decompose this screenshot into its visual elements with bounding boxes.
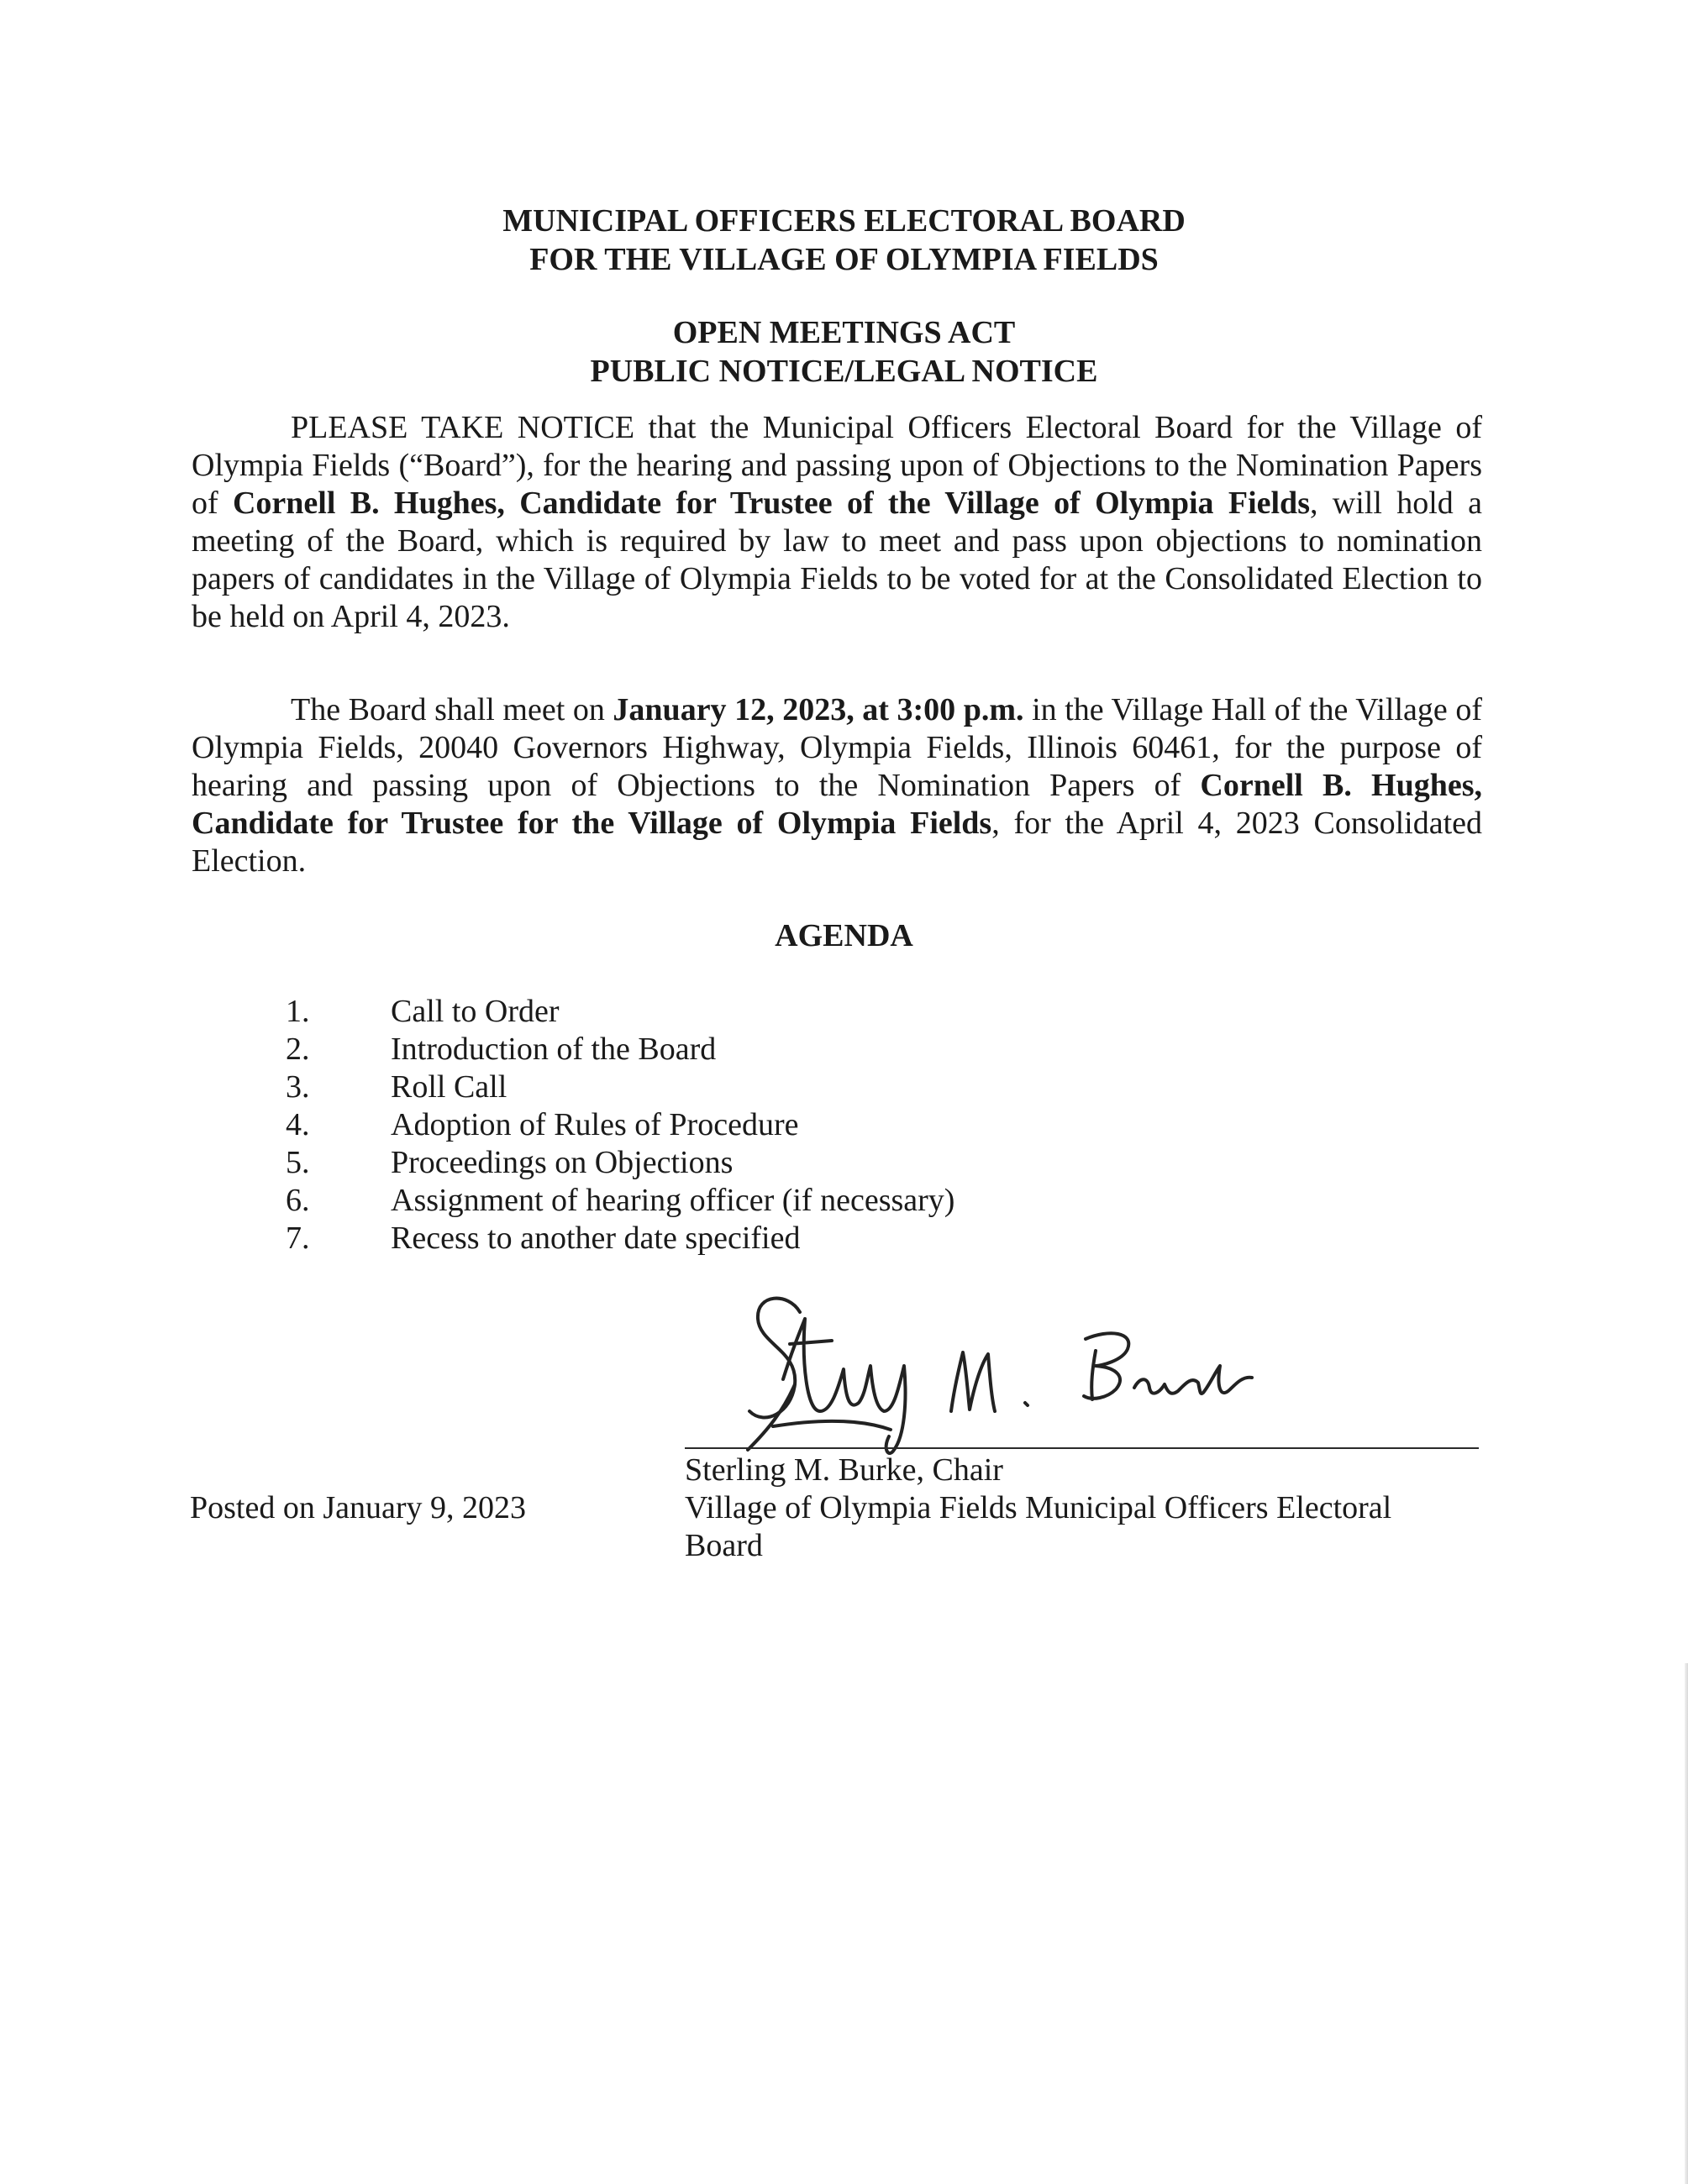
agenda-item: [286, 1182, 954, 1220]
agenda-item-label: Adoption of Rules of Procedure: [391, 1107, 799, 1142]
agenda-item-number: 6.: [286, 1183, 310, 1218]
meeting-text-a: The Board shall meet on: [291, 692, 613, 727]
title-line-2: FOR THE VILLAGE OF OLYMPIA FIELDS: [529, 242, 1159, 277]
notice-text-b: , will hold a meeting of the Board, which is required by law to meet and pass upon objections to nomination papers of candidates in the Village of Olympia Fields to be voted for at the Consolidated Election to be held on April 4, 2023.: [192, 486, 1482, 634]
meeting-paragraph: [192, 691, 1482, 880]
agenda-item-label: Roll Call: [391, 1069, 507, 1105]
agenda-item-number: 3.: [286, 1069, 310, 1105]
agenda-item: [286, 1068, 954, 1106]
handwritten-signature: [739, 1285, 1344, 1462]
title-block: [0, 202, 1688, 279]
notice-paragraph: [192, 409, 1482, 636]
signature-line: [685, 1447, 1479, 1449]
meeting-candidate-bold: Cornell B. Hughes, Candidate for Trustee for the Village of Olympia Fields: [192, 768, 1483, 841]
signer-org-line-1: Village of Olympia Fields Municipal Officers Electoral: [685, 1490, 1392, 1525]
agenda-list: [286, 993, 954, 1257]
signature-stroke-flourish: [773, 1421, 891, 1430]
meeting-text-c: , for the April 4, 2023 Consolidated Election.: [192, 806, 1483, 879]
agenda-item-number: 1.: [286, 994, 310, 1029]
signature-stroke-terling: [783, 1319, 906, 1453]
notice-text-a: PLEASE TAKE NOTICE that the Municipal Officers Electoral Board for the Village of Olympia Fields (“Board”), for the hearing and passing upon of Objections to the Nomination Papers of: [192, 410, 1482, 521]
agenda-item-label: Recess to another date specified: [391, 1221, 801, 1256]
agenda-item-number: 7.: [286, 1221, 310, 1256]
signature-stroke-m: [951, 1352, 995, 1411]
signature-stroke-b: [1084, 1333, 1128, 1399]
agenda-item: [286, 1144, 954, 1182]
scan-edge-shadow: [1685, 1663, 1688, 2184]
agenda-item: [286, 993, 954, 1031]
agenda-item: [286, 1106, 954, 1144]
title-line-1: MUNICIPAL OFFICERS ELECTORAL BOARD: [502, 203, 1186, 239]
signer-name-title: Sterling M. Burke, Chair: [685, 1452, 1003, 1488]
agenda-item: [286, 1220, 954, 1257]
notice-candidate-bold: Cornell B. Hughes, Candidate for Trustee of the Village of Olympia Fields: [232, 486, 1310, 521]
subtitle-line-2: PUBLIC NOTICE/LEGAL NOTICE: [590, 354, 1098, 389]
agenda-item-label: Introduction of the Board: [391, 1032, 717, 1067]
agenda-item-number: 4.: [286, 1107, 310, 1142]
signer-org-line-2: Board: [685, 1528, 763, 1563]
posted-date: Posted on January 9, 2023: [190, 1490, 527, 1525]
subtitle-block: [0, 313, 1688, 391]
agenda-item-label: Proceedings on Objections: [391, 1145, 734, 1180]
agenda-item-number: 5.: [286, 1145, 310, 1180]
agenda-item-label: Assignment of hearing officer (if necessary): [391, 1183, 955, 1218]
agenda-heading: AGENDA: [775, 918, 913, 953]
meeting-date-bold: January 12, 2023, at 3:00 p.m.: [613, 692, 1024, 727]
signature-stroke-urke: [1134, 1366, 1252, 1394]
agenda-item-label: Call to Order: [391, 994, 560, 1029]
subtitle-line-1: OPEN MEETINGS ACT: [672, 315, 1016, 350]
agenda-item: [286, 1031, 954, 1068]
signature-stroke-s: [749, 1299, 800, 1418]
signer-block: [685, 1452, 1491, 1565]
meeting-text-b: in the Village Hall of the Village of Olympia Fields, 20040 Governors Highway, Olympia Fields, Illinois 60461, for the purpose of hearing and passing upon of Objections to the Nomination Papers of: [192, 692, 1482, 803]
signature-stroke-dot: [1025, 1403, 1028, 1405]
agenda-item-number: 2.: [286, 1032, 310, 1067]
